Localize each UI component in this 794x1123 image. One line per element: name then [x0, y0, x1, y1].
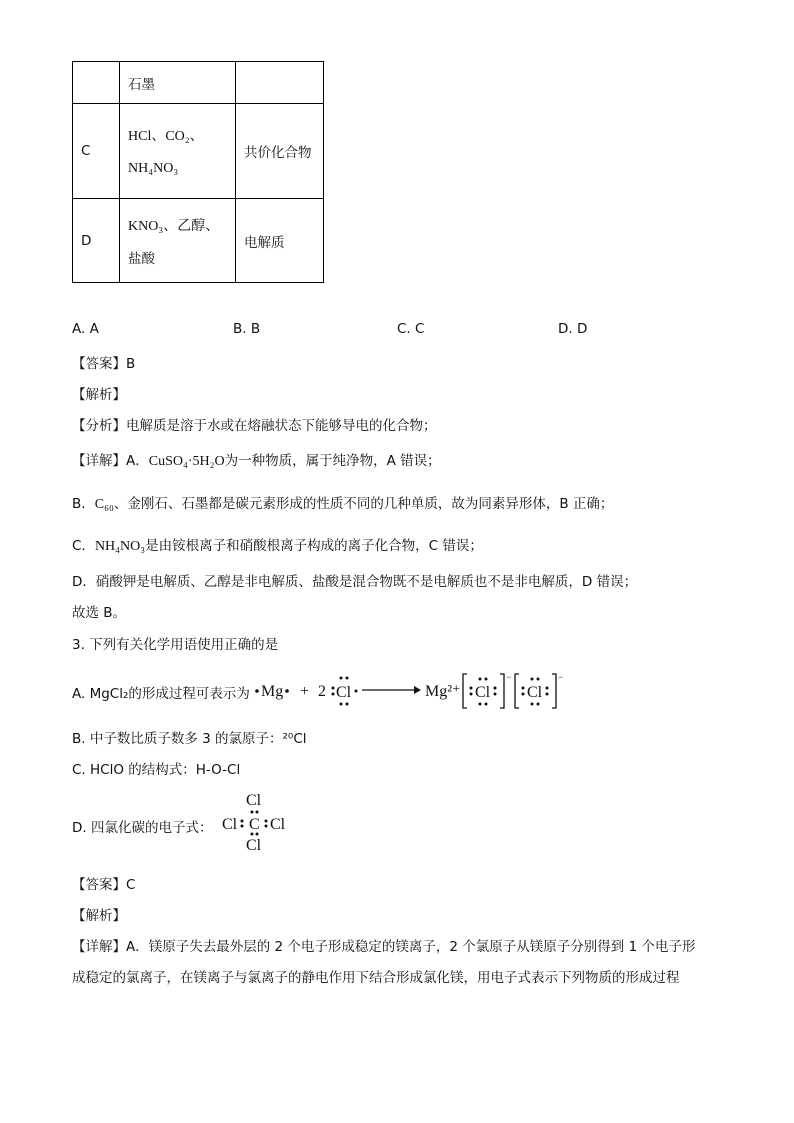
substances-line: NH₄NO₃	[128, 161, 179, 176]
category-cell: 共价化合物	[236, 104, 324, 199]
analysis-tag: 【解析】	[72, 387, 126, 403]
substances-line: KNO₃、乙醇、	[128, 218, 220, 234]
svg-text:−: −	[558, 672, 564, 682]
substances-line: 盐酸	[128, 250, 155, 267]
mgcl2-formation-diagram	[254, 668, 564, 714]
electron-dot	[285, 689, 289, 693]
category-cell: 电解质	[236, 199, 324, 283]
analysis-summary: 【分析】电解质是溶于水或在熔融状态下能够导电的化合物；	[72, 418, 437, 434]
answer-tag: 【答案】C	[72, 877, 136, 893]
table-row	[73, 62, 324, 104]
detail-c: C．NH₄NO₃是由铵根离子和硝酸根离子构成的离子化合物，C 错误；	[72, 538, 483, 554]
choice-b: B. B	[233, 321, 261, 337]
svg-text:Cl: Cl	[222, 816, 238, 833]
table-cell	[73, 62, 120, 104]
option-c: C. HClO 的结构式：H-O-Cl	[72, 762, 241, 778]
choice-a: A. A	[72, 321, 99, 337]
options-table	[72, 61, 324, 283]
detail-d: D．硝酸钾是电解质、乙醇是非电解质、盐酸是混合物既不是电解质也不是非电解质，D 错误；	[72, 574, 638, 590]
svg-text:Cl: Cl	[270, 816, 286, 833]
detail-line: 【详解】A．镁原子失去最外层的 2 个电子形成稳定的镁离子，2 个氯原子从镁原子分别得到 1 个电子形	[72, 939, 696, 955]
option-b: B. 中子数比质子数多 3 的氯原子：²⁰Cl	[72, 731, 307, 747]
row-label: C	[73, 104, 120, 199]
mg-ion: Mg²⁺	[425, 683, 461, 700]
choice-d: D. D	[558, 321, 588, 337]
choice-c: C. C	[397, 321, 425, 337]
detail-line: 成稳定的氯离子，在镁离子与氯离子的静电作用下结合形成氯化镁，用电子式表示下列物质的形成过程	[72, 970, 680, 986]
analysis-tag: 【解析】	[72, 908, 126, 924]
table-cell	[120, 199, 236, 283]
answer-tag: 【答案】B	[72, 356, 136, 372]
formula: C₆₀	[94, 497, 114, 512]
coefficient: 2	[318, 683, 326, 700]
plus-sign: +	[300, 683, 310, 700]
row-label: D	[73, 199, 120, 283]
conclusion: 故选 B。	[72, 605, 127, 621]
option-d-text: D. 四氯化碳的电子式：	[72, 820, 213, 836]
svg-text:Cl: Cl	[527, 684, 543, 701]
svg-text:−: −	[506, 672, 512, 682]
question-stem: 3. 下列有关化学用语使用正确的是	[72, 637, 279, 653]
svg-text:Cl: Cl	[475, 684, 491, 701]
substances-line: HCl、CO₂、	[128, 129, 204, 144]
ccl4-electron-diagram	[218, 790, 298, 854]
formula: NH₄NO₃	[94, 539, 146, 554]
table-row	[73, 199, 324, 283]
detail-b: B．C₆₀、金刚石、石墨都是碳元素形成的性质不同的几种单质，故为同素异形体，B 正确；	[72, 496, 614, 512]
table-cell	[236, 62, 324, 104]
table-row	[73, 104, 324, 199]
detail-a: 【详解】A．CuSO₄·5H₂O为一种物质，属于纯净物，A 错误；	[72, 453, 441, 469]
table-cell: 石墨	[120, 62, 236, 104]
mg-symbol: Mg	[261, 683, 284, 700]
svg-text:Cl: Cl	[246, 837, 262, 854]
electron-dot	[255, 689, 259, 693]
formula: CuSO₄·5H₂O	[148, 454, 225, 469]
table-cell	[120, 104, 236, 199]
option-a-text: A. MgCl₂的形成过程可表示为	[72, 686, 250, 702]
cl-symbol: Cl	[336, 684, 352, 701]
svg-text:Cl: Cl	[246, 792, 262, 809]
svg-text:C: C	[249, 816, 260, 833]
